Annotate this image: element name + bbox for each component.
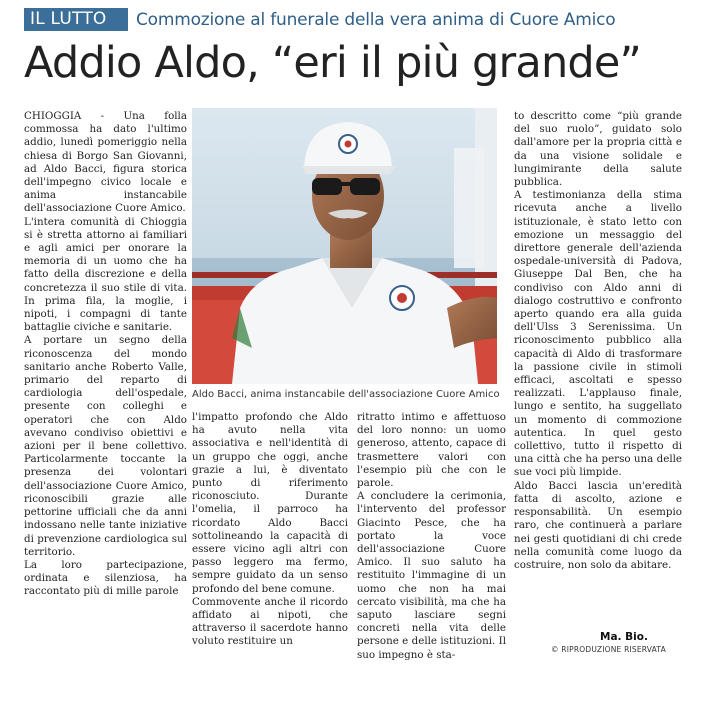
copyright-note: © RIPRODUZIONE RISERVATA	[551, 645, 666, 654]
section-tag: IL LUTTO	[24, 8, 128, 31]
paragraph: L'intera comunità di Chioggia si è stretta attorno ai familiari e agli amici per onorare la memoria di un uomo che ha fatto della discrezione e della concretezza il suo stile di vita. In prima fila, la moglie, i nipoti, i compagni di tante battaglie civiche e sanitarie.	[24, 215, 187, 334]
paragraph: Commovente anche il ricordo affidato ai nipoti, che attraverso il sacerdote hanno voluto restituire un	[192, 595, 348, 648]
paragraph: l'impatto profondo che Aldo ha avuto nella vita associativa e nell'identità di un gruppo che oggi, anche grazie a lui, è diventato punto di riferimento riconosciuto. Durante l'omelia, il parroco ha ricordato Aldo Bacci sottolineando la capacità di essere vicino agli altri con passo leggero ma fermo, sempre guidato da un senso profondo del bene comune.	[192, 411, 348, 595]
kicker-text: Commozione al funerale della vera anima di Cuore Amico	[136, 10, 616, 30]
photo-caption: Aldo Bacci, anima instancabile dell'associazione Cuore Amico	[192, 389, 500, 400]
headline: Addio Aldo, “eri il più grande”	[24, 38, 642, 88]
paragraph: A portare un segno della riconoscenza del mondo sanitario anche Roberto Valle, primario del reparto di cardiologia dell'ospedale, presente con colleghi e operatori che con Aldo avevano condiviso obiettivi e azioni per il bene collettivo. Particolarmente toccante la presenza dei volontari dell'associazione Cuore Amico, riconoscibili grazie alle pettorine ufficiali che da anni indossano nelle tante iniziative di prevenzione cardiologica sul territorio.	[24, 334, 187, 558]
paragraph: A concludere la cerimonia, l'intervento del professor Giacinto Pesce, che ha portato la voce dell'associazione Cuore Amico. Il suo saluto ha restituito l'immagine di un uomo che non ha mai cercato visibilità, ma che ha saputo lasciare segni concreti nella vita delle persone e delle istituzioni. Il suo impegno è sta-	[357, 490, 506, 661]
portrait-image	[192, 108, 497, 384]
article-column-4	[514, 110, 682, 632]
article-column-3	[357, 411, 506, 661]
author-signature: Ma. Bio.	[600, 631, 648, 643]
photo-aldo-bacci	[192, 108, 497, 384]
kicker	[24, 8, 676, 32]
article-column-2	[192, 411, 348, 653]
paragraph: Aldo Bacci lascia un'eredità fatta di ascolto, azione e responsabilità. Un esempio raro, che continuerà a parlare nei gesti quotidiani di chi crede nella comunità come luogo da costruire, non solo da abitare.	[514, 479, 682, 571]
paragraph: A testimonianza della stima ricevuta anche a livello istituzionale, è stato letto con emozione un messaggio del direttore generale dell'azienda ospedale-università di Padova, Giuseppe Dal Ben, che ha condiviso con Aldo anni di dialogo costruttivo e confronto aperto quando era alla guida dell'Ulss 3 Serenissima. Un riconoscimento pubblico alla capacità di Aldo di trasformare la passione civile in stimoli efficaci, ascoltati e spesso realizzati. L'applauso finale, lungo e sentito, ha suggellato un momento di commozione autentica. In quel gesto collettivo, tutto il rispetto di una città che ha perso una delle sue voci più limpide.	[514, 189, 682, 479]
paragraph: La loro partecipazione, ordinata e silenziosa, ha raccontato più di mille parole	[24, 558, 187, 598]
article-column-1	[24, 110, 187, 640]
paragraph: ritratto intimo e affettuoso del loro nonno: un uomo generoso, attento, capace di trasmettere valori con l'esempio più che con le parole.	[357, 411, 506, 490]
paragraph: CHIOGGIA - Una folla commossa ha dato l'ultimo addio, lunedì pomeriggio nella chiesa di Borgo San Giovanni, ad Aldo Bacci, figura storica dell'impegno civico locale e anima instancabile dell'associazione Cuore Amico.	[24, 110, 187, 215]
paragraph: to descritto come “più grande del suo ruolo”, guidato solo dall'amore per la propria città e da una visione solidale e lungimirante della salute pubblica.	[514, 110, 682, 189]
